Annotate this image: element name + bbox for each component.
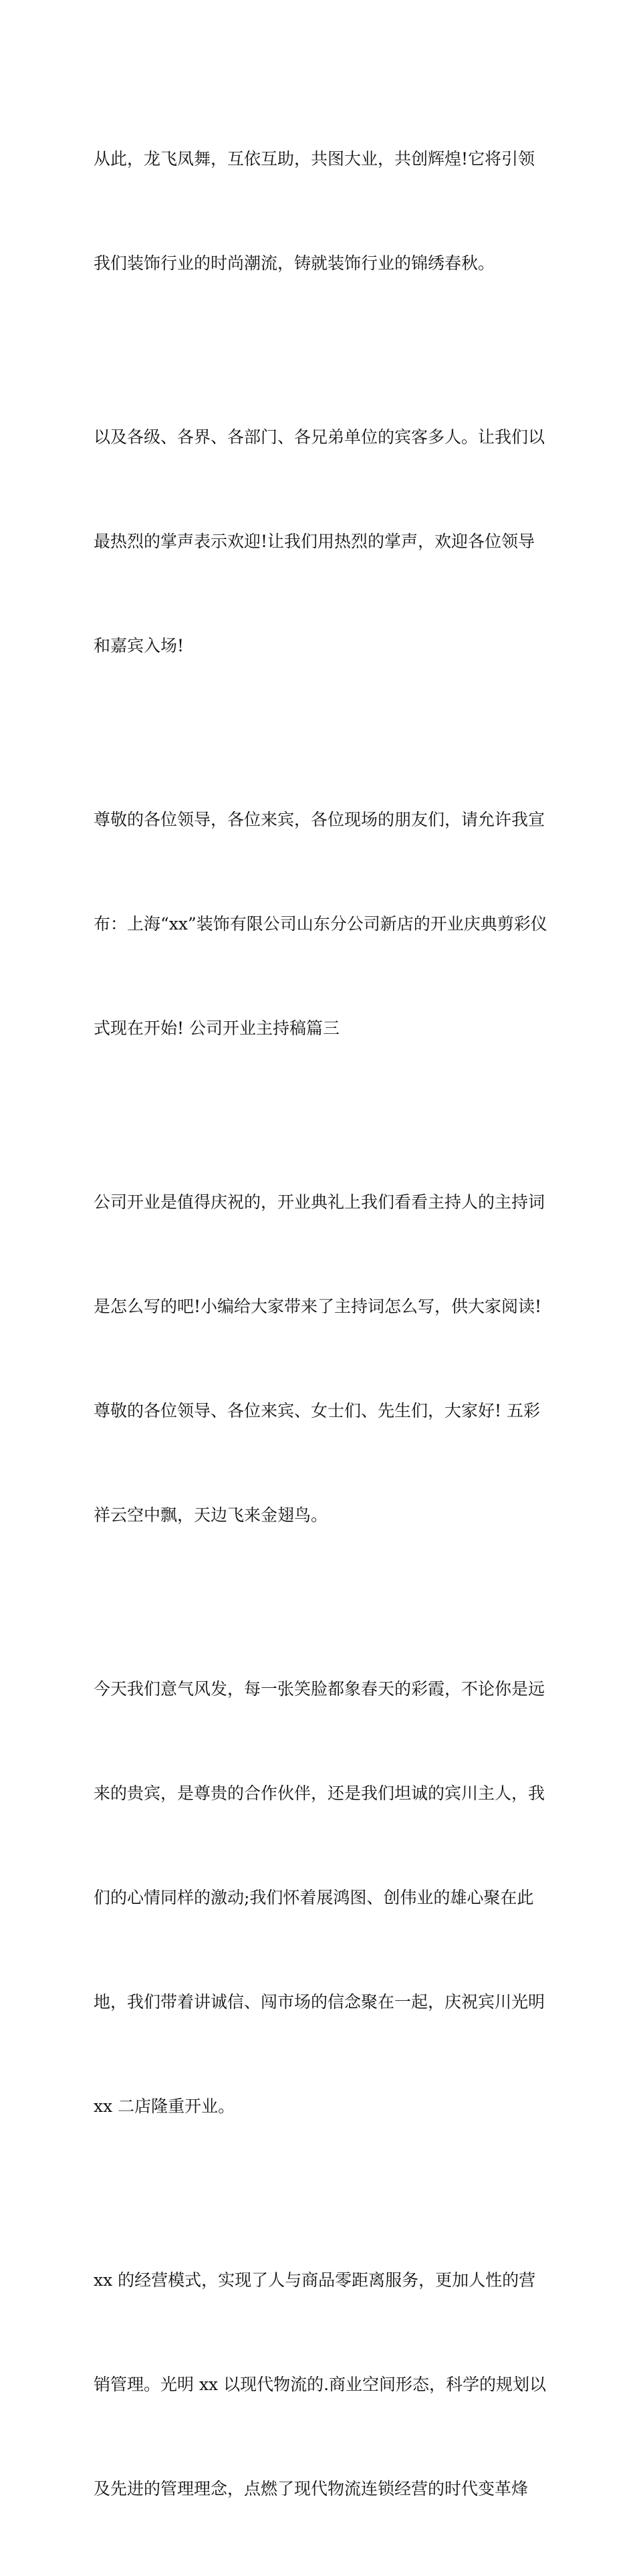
text-line: xx 的经营模式，实现了人与商品零距离服务，更加人性的营 (94, 2270, 536, 2290)
text-line: 我们装饰行业的时尚潮流，铸就装饰行业的锦绣春秋。 (94, 253, 495, 273)
text-line: 式现在开始! 公司开业主持稿篇三 (94, 1018, 340, 1038)
document-body (94, 72, 548, 2576)
text-line: 尊敬的各位领导，各位来宾，各位现场的朋友们，请允许我宣 (94, 810, 545, 829)
text-line: xx 二店隆重开业。 (94, 2097, 235, 2116)
paragraph-3 (94, 733, 548, 1115)
paragraph-5 (94, 1602, 548, 2193)
text-line: 来的贵宾，是尊贵的合作伙伴，还是我们坦诚的宾川主人，我 (94, 1784, 545, 1803)
text-line: 销管理。光明 xx 以现代物流的.商业空间形态，科学的规划以 (94, 2375, 547, 2394)
paragraph-6 (94, 2193, 548, 2576)
text-line: 地，我们带着讲诚信、闯市场的信念聚在一起，庆祝宾川光明 (94, 1992, 545, 2012)
text-line: 公司开业是值得庆祝的，开业典礼上我们看看主持人的主持词 (94, 1192, 545, 1212)
text-line: 布：上海“xx”装饰有限公司山东分公司新店的开业庆典剪彩仪 (94, 914, 547, 934)
text-line: 是怎么写的吧!小编给大家带来了主持词怎么写，供大家阅读! (94, 1297, 542, 1316)
text-line: 从此，龙飞凤舞，互依互助，共图大业，共创辉煌!它将引领 (94, 149, 535, 169)
text-line: 和嘉宾入场! (94, 636, 184, 655)
text-line: 及先进的管理理念，点燃了现代物流连锁经营的时代变革烽 (94, 2479, 529, 2498)
paragraph-2 (94, 350, 548, 733)
text-line: 今天我们意气风发，每一张笑脸都象春天的彩霞，不论你是远 (94, 1679, 545, 1699)
text-line: 最热烈的掌声表示欢迎!让我们用热烈的掌声，欢迎各位领导 (94, 532, 535, 551)
paragraph-1 (94, 72, 548, 350)
text-line: 祥云空中飘，天边飞来金翅鸟。 (94, 1505, 328, 1525)
text-line: 尊敬的各位领导、各位来宾、女士们、先生们，大家好! 五彩 (94, 1401, 540, 1420)
text-line: 们的心情同样的激动;我们怀着展鸿图、创伟业的雄心聚在此 (94, 1888, 534, 1907)
text-line: 以及各级、各界、各部门、各兄弟单位的宾客多人。让我们以 (94, 427, 545, 447)
paragraph-4 (94, 1115, 548, 1602)
